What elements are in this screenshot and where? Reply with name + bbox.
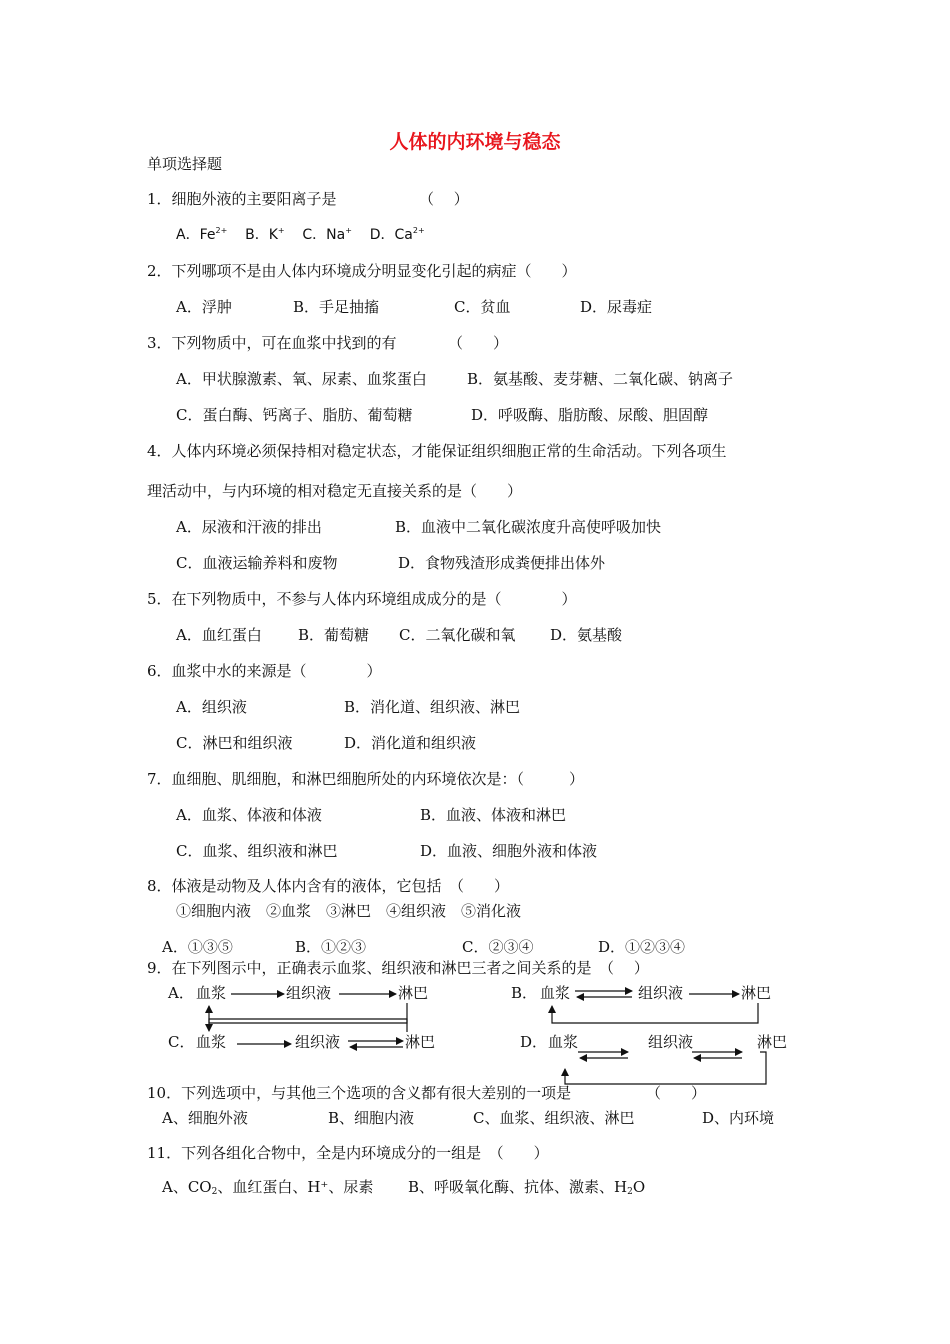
q2-option-d: D．尿毒症 (580, 298, 653, 316)
q9-label-b: B． (511, 984, 538, 1002)
q7-option-d: D．血液、细胞外液和体液 (420, 842, 598, 860)
q5-option-a: A．血红蛋白 (176, 626, 262, 644)
q6-stem: 6．血浆中水的来源是（ ） (147, 662, 382, 680)
q9-label-a: A． (168, 984, 194, 1002)
q9-c-plasma: 血浆 (196, 1033, 227, 1051)
q8-option-c: C．②③④ (462, 938, 534, 956)
q9-b-tissue: 组织液 (638, 984, 684, 1002)
q4-option-b: B．血液中二氧化碳浓度升高使呼吸加快 (395, 518, 662, 536)
q8-option-a: A．①③⑤ (162, 938, 233, 956)
q9-stem: 9．在下列图示中，正确表示血浆、组织液和淋巴三者之间关系的是 （ ） (147, 959, 649, 977)
q2-option-a: A．浮肿 (176, 298, 232, 316)
q5-stem: 5．在下列物质中，不参与人体内环境组成成分的是（ ） (147, 590, 577, 608)
q9-d-lymph: 淋巴 (757, 1033, 788, 1051)
q4-option-a: A．尿液和汗液的排出 (176, 518, 322, 536)
page-title: 人体的内环境与稳态 (389, 131, 561, 153)
q4-option-c: C．血液运输养料和废物 (176, 554, 338, 572)
q9-c-tissue: 组织液 (295, 1033, 341, 1051)
q3-option-a: A．甲状腺激素、氧、尿素、血浆蛋白 (176, 370, 427, 388)
q11-option-a: A、$CO_2$、血红蛋白、H⁺、尿素 (162, 1178, 374, 1197)
q9-label-d: D． (520, 1033, 548, 1051)
q10-stem: 10．下列选项中，与其他三个选项的含义都有很大差别的一项是 (147, 1084, 572, 1102)
q7-option-c: C．血浆、组织液和淋巴 (176, 842, 338, 860)
q6-option-a: A．组织液 (176, 698, 247, 716)
q8-items: ①细胞内液 ②血浆 ③淋巴 ④组织液 ⑤消化液 (176, 902, 522, 920)
q10-option-a: A、细胞外液 (162, 1109, 248, 1127)
q8-stem: 8．体液是动物及人体内含有的液体，它包括 （ ） (147, 877, 510, 895)
q10-option-d: D、内环境 (702, 1109, 775, 1127)
q1-options: A．$Fe^{2+}$ B．K+ C．Na+ D．$Ca^{2+}$ (176, 226, 425, 243)
q3-stem: 3．下列物质中，可在血浆中找到的有 (147, 334, 397, 352)
q11-option-b: B、呼吸氧化酶、抗体、激素、$H_2O$ (408, 1178, 646, 1197)
q5-option-d: D．氨基酸 (550, 626, 623, 644)
q5-option-b: B．葡萄糖 (298, 626, 370, 644)
q6-option-c: C．淋巴和组织液 (176, 734, 293, 752)
q9-a-lymph: 淋巴 (398, 984, 429, 1002)
q9-d-plasma: 血浆 (548, 1033, 579, 1051)
q3-option-c: C．蛋白酶、钙离子、脂肪、葡萄糖 (176, 406, 413, 424)
q2-option-c: C．贫血 (454, 298, 511, 316)
q9-a-tissue: 组织液 (286, 984, 332, 1002)
section-heading: 单项选择题 (147, 155, 223, 173)
q4-stem-line2: 理活动中，与内环境的相对稳定无直接关系的是（ ） (147, 482, 523, 500)
q11-stem: 11．下列各组化合物中，全是内环境成分的一组是 （ ） (147, 1144, 549, 1162)
q5-option-c: C．二氧化碳和氧 (399, 626, 516, 644)
q2-stem: 2．下列哪项不是由人体内环境成分明显变化引起的病症（ ） (147, 262, 577, 280)
q2-option-b: B．手足抽搐 (293, 298, 380, 316)
q8-option-b: B．①②③ (295, 938, 367, 956)
q7-stem: 7．血细胞、肌细胞，和淋巴细胞所处的内环境依次是：（ ） (147, 770, 585, 788)
q9-label-c: C． (168, 1033, 195, 1051)
q9-c-lymph: 淋巴 (405, 1033, 436, 1051)
q4-stem-line1: 4．人体内环境必须保持相对稳定状态，才能保证组织细胞正常的生命活动。下列各项生 (147, 442, 727, 460)
q9-a-plasma: 血浆 (196, 984, 227, 1002)
q10-option-b: B、细胞内液 (328, 1109, 415, 1127)
q10-paren: （ ） (646, 1084, 707, 1102)
q3-option-b: B．氨基酸、麦芽糖、二氧化碳、钠离子 (467, 370, 734, 388)
q4-option-d: D．食物残渣形成粪便排出体外 (398, 554, 606, 572)
q10-option-c: C、血浆、组织液、淋巴 (473, 1109, 635, 1127)
q3-option-d: D．呼吸酶、脂肪酸、尿酸、胆固醇 (471, 406, 709, 424)
q8-option-d: D．①②③④ (598, 938, 686, 956)
q1-paren: （ ） (419, 190, 469, 208)
q9-b-lymph: 淋巴 (741, 984, 772, 1002)
q3-paren: （ ） (448, 334, 509, 352)
q9-b-plasma: 血浆 (540, 984, 571, 1002)
q1-stem: 1．细胞外液的主要阳离子是 (147, 190, 337, 208)
q7-option-b: B．血液、体液和淋巴 (420, 806, 567, 824)
q9-d-tissue: 组织液 (648, 1033, 694, 1051)
q7-option-a: A．血浆、体液和体液 (176, 806, 322, 824)
q6-option-d: D．消化道和组织液 (344, 734, 477, 752)
q6-option-b: B．消化道、组织液、淋巴 (344, 698, 521, 716)
